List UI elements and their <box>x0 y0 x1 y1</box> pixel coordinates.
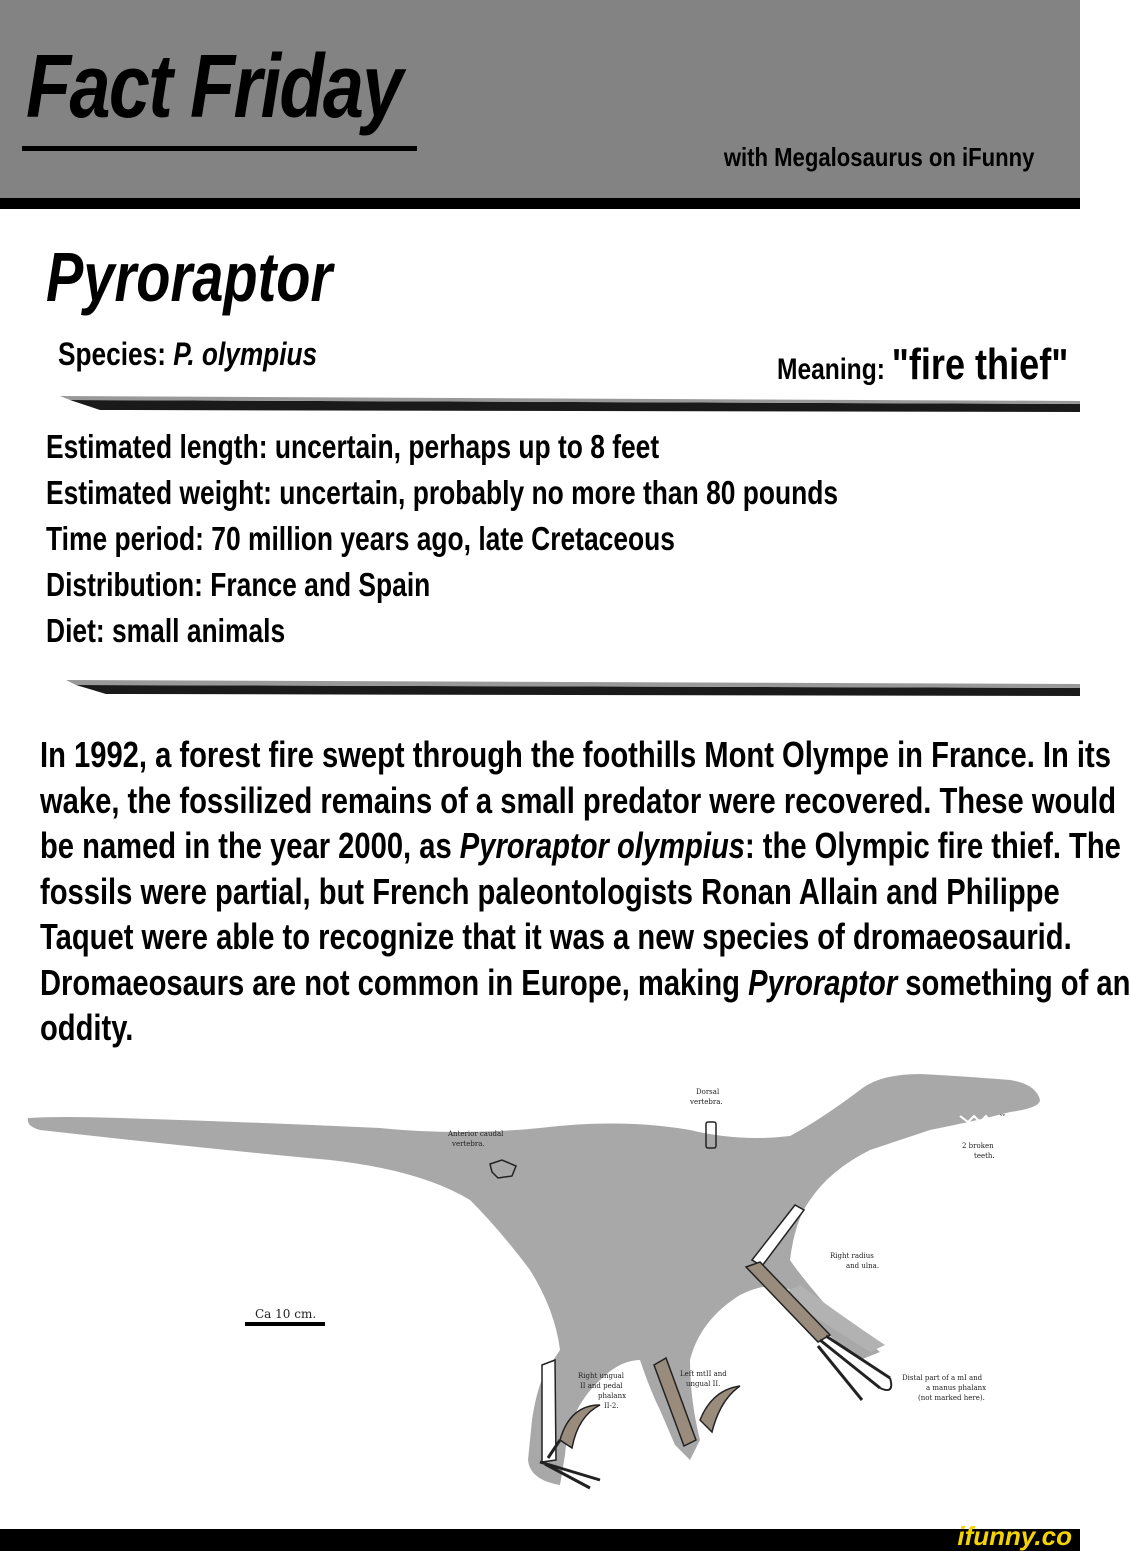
left-ungual-claw <box>700 1386 740 1432</box>
label-manus-2: a manus phalanx <box>926 1384 987 1392</box>
paragraph-text: something of an <box>897 961 1130 1003</box>
label-right-ungual-3: phalanx <box>598 1392 627 1400</box>
stat-distribution: Distribution: France and Spain <box>46 566 431 603</box>
paragraph-line <box>40 823 1121 869</box>
page-title: Fact Friday <box>26 37 402 137</box>
dinosaur-silhouette <box>28 1074 1040 1485</box>
paragraph-line: oddity. <box>40 1007 134 1048</box>
stat-diet: Diet: small animals <box>46 612 286 649</box>
meaning-label: Meaning: <box>776 353 885 386</box>
label-caudal-2: vertebra. <box>452 1140 485 1148</box>
label-teeth-1: 2 broken <box>962 1142 994 1150</box>
ifunny-watermark: ifunny.co <box>957 1521 1072 1551</box>
paragraph-line: fossils were partial, but French paleontologists Ronan Allain and Philippe <box>40 870 1060 912</box>
paragraph-text: : the Olympic fire thief. The <box>744 825 1121 866</box>
header-subtitle: with Megalosaurus on iFunny <box>723 142 1034 172</box>
label-manus-1: Distal part of a mI and <box>902 1374 983 1382</box>
stat-time-period: Time period: 70 million years ago, late Cretaceous <box>46 520 675 557</box>
label-radius-2: and ulna. <box>846 1262 880 1270</box>
scale-bar <box>245 1322 325 1326</box>
label-manus-3: (not marked here). <box>918 1394 985 1402</box>
label-right-ungual-4: II-2. <box>604 1402 619 1410</box>
paragraph-line: In 1992, a forest fire swept through the foothills Mont Olympe in France. In its <box>40 734 1111 775</box>
description-paragraph <box>40 732 1130 1051</box>
meaning-value: "fire thief" <box>891 340 1068 389</box>
stats-list <box>46 424 838 654</box>
label-dorsal-1: Dorsal <box>696 1088 720 1096</box>
paragraph-italic: Pyroraptor <box>748 961 898 1003</box>
label-teeth-2: teeth. <box>974 1152 995 1160</box>
section-divider-top <box>60 396 1080 414</box>
footer-bar <box>0 1529 1080 1551</box>
title-underline <box>22 146 417 151</box>
label-dorsal-2: vertebra. <box>690 1098 723 1106</box>
label-left-ungual-2: ungual II. <box>686 1380 721 1388</box>
skeletal-diagram <box>0 1060 1080 1530</box>
label-caudal-1: Anterior caudal <box>448 1130 504 1138</box>
meaning-line <box>777 340 1068 390</box>
section-divider-middle <box>66 680 1080 698</box>
paragraph-line: wake, the fossilized remains of a small predator were recovered. These would <box>40 779 1117 821</box>
paragraph-text: Dromaeosaurs are not common in Europe, making <box>40 961 749 1003</box>
teeth-bones-icon: ᵥᵥ <box>1000 1110 1006 1118</box>
species-label: Species: <box>58 336 166 372</box>
label-left-ungual-1: Left mtII and <box>680 1370 727 1378</box>
label-right-ungual-2: II and pedal <box>580 1382 623 1390</box>
species-value: P. olympius <box>173 336 318 372</box>
paragraph-line: Taquet were able to recognize that it was a new species of dromaeosaurid. <box>40 916 1072 957</box>
animal-name: Pyroraptor <box>46 238 333 316</box>
paragraph-line <box>40 960 1130 1006</box>
label-radius-1: Right radius <box>830 1252 874 1260</box>
paragraph-text: be named in the year 2000, as <box>40 825 460 866</box>
species-line <box>58 336 317 373</box>
label-right-ungual-1: Right ungual <box>578 1372 624 1380</box>
paragraph-italic: Pyroraptor olympius <box>459 825 745 866</box>
header-divider <box>0 198 1080 209</box>
stat-length: Estimated length: uncertain, perhaps up to 8 feet <box>46 428 660 465</box>
stat-weight: Estimated weight: uncertain, probably no more than 80 pounds <box>46 474 839 511</box>
scale-label: Ca 10 cm. <box>255 1307 317 1321</box>
